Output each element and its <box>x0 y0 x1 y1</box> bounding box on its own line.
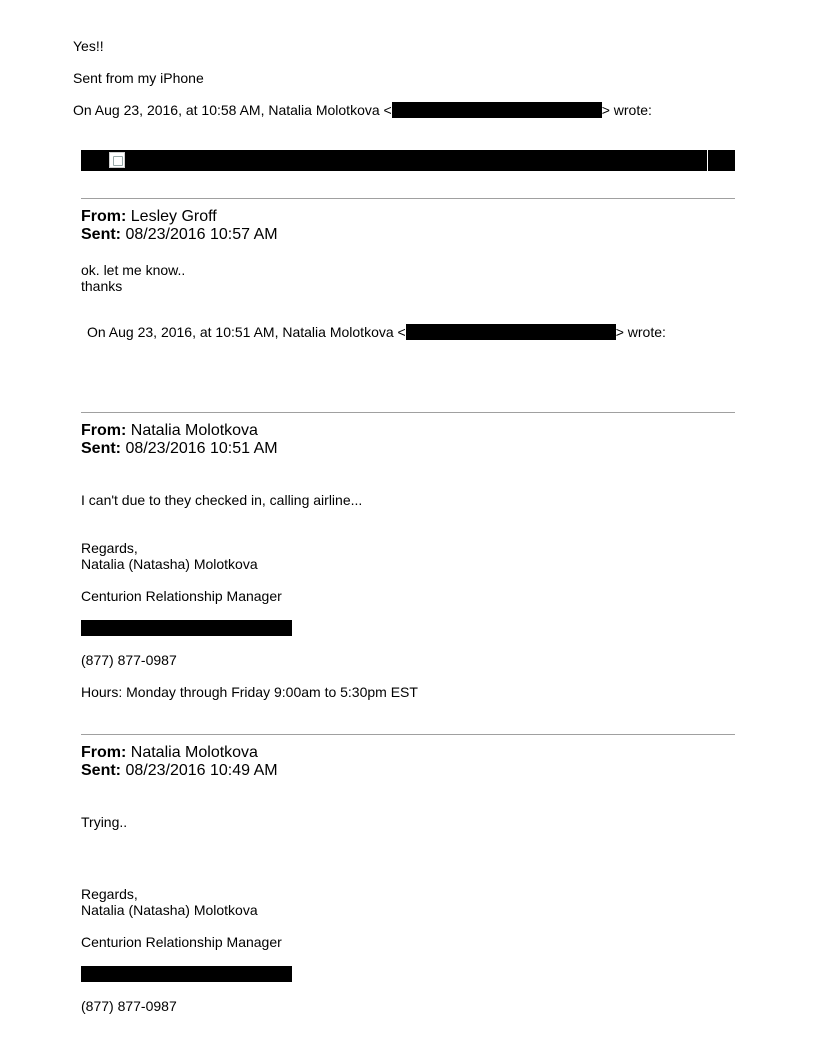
from-name: Natalia Molotkova <box>130 422 258 439</box>
from-line <box>81 208 217 226</box>
from-name: Lesley Groff <box>130 208 217 225</box>
sent-date: 08/23/2016 10:51 AM <box>125 440 278 457</box>
quote-attribution-prefix: On Aug 23, 2016, at 10:58 AM, Natalia Molotkova < <box>73 102 392 118</box>
quote-attribution-suffix: > wrote: <box>615 324 666 340</box>
redacted-banner <box>81 150 735 171</box>
quote-attribution-suffix: > wrote: <box>601 102 652 118</box>
signature-name: Natalia (Natasha) Molotkova <box>81 556 258 572</box>
signature-title: Centurion Relationship Manager <box>81 934 282 950</box>
quote-attribution <box>73 102 652 118</box>
message-divider <box>81 412 735 413</box>
iphone-signature: Sent from my iPhone <box>73 70 204 86</box>
sent-label: Sent: <box>81 226 121 243</box>
sent-date: 08/23/2016 10:49 AM <box>125 762 278 779</box>
from-line <box>81 422 258 440</box>
regards: Regards, <box>81 540 138 556</box>
broken-image-icon <box>109 152 125 168</box>
sent-label: Sent: <box>81 762 121 779</box>
signature-title: Centurion Relationship Manager <box>81 588 282 604</box>
sent-line <box>81 440 278 458</box>
redacted-email <box>392 102 602 118</box>
from-name: Natalia Molotkova <box>130 744 258 761</box>
sent-date: 08/23/2016 10:57 AM <box>125 226 278 243</box>
from-line <box>81 744 258 762</box>
sent-line <box>81 762 278 780</box>
regards: Regards, <box>81 886 138 902</box>
banner-divider <box>707 150 708 171</box>
from-label: From: <box>81 422 127 439</box>
redacted-email <box>406 324 616 340</box>
sent-label: Sent: <box>81 440 121 457</box>
message-body: ok. let me know.. <box>81 262 186 278</box>
from-label: From: <box>81 744 127 761</box>
signature-hours: Hours: Monday through Friday 9:00am to 5:30pm EST <box>81 684 418 700</box>
message-body: I can't due to they checked in, calling airline... <box>81 492 363 508</box>
message-body: Trying.. <box>81 814 128 830</box>
message-body: thanks <box>81 278 123 294</box>
reply-text: Yes!! <box>73 38 104 54</box>
redacted-block <box>81 966 292 982</box>
signature-phone: (877) 877-0987 <box>81 652 177 668</box>
redacted-block <box>81 620 292 636</box>
sent-line <box>81 226 278 244</box>
signature-name: Natalia (Natasha) Molotkova <box>81 902 258 918</box>
quote-attribution <box>87 324 666 340</box>
message-divider <box>81 734 735 735</box>
quote-attribution-prefix: On Aug 23, 2016, at 10:51 AM, Natalia Molotkova < <box>87 324 406 340</box>
signature-phone: (877) 877-0987 <box>81 998 177 1014</box>
from-label: From: <box>81 208 127 225</box>
message-divider <box>81 198 735 199</box>
